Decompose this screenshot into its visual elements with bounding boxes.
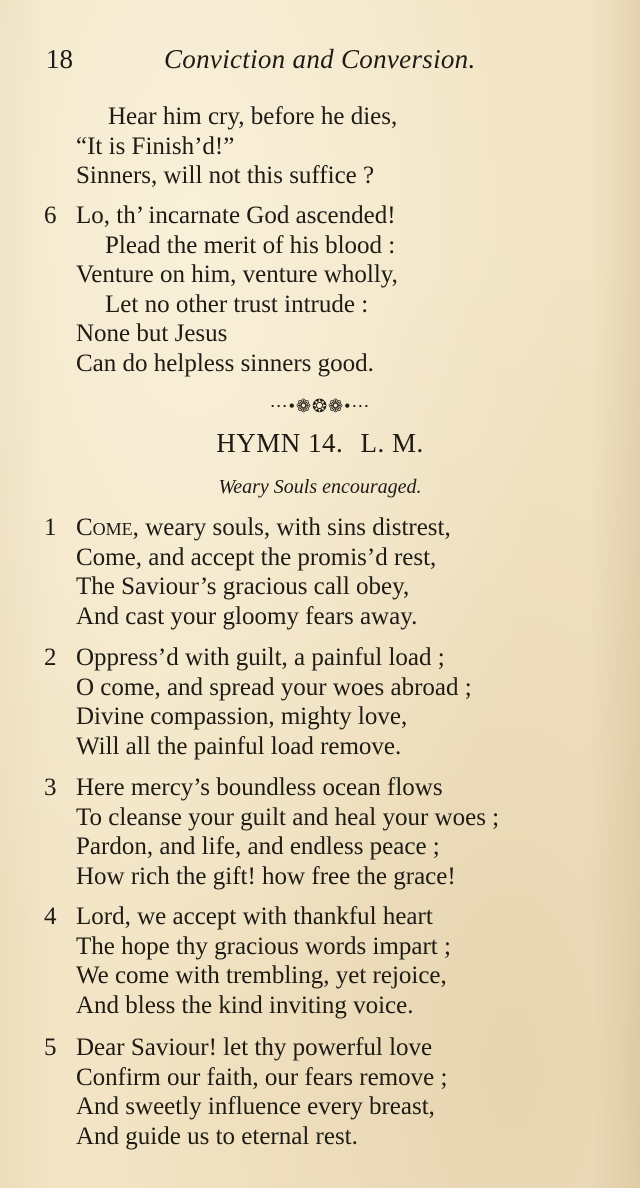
verse-line: Plead the merit of his blood : — [105, 231, 396, 259]
verse-line: Hear him cry, before he dies, — [108, 103, 398, 130]
verse-line: 1 Come, weary souls, with sins distrest, — [44, 514, 451, 541]
stanza-number: 2 — [44, 644, 57, 671]
stanza-2 — [44, 643, 614, 761]
stanza-1 — [44, 513, 614, 631]
verse-line: None but Jesus — [76, 320, 228, 348]
verse-line: O come, and spread your woes abroad ; — [76, 673, 472, 701]
verse-line: Divine compassion, mighty love, — [76, 703, 408, 731]
verse-line: And guide us to eternal rest. — [76, 1122, 358, 1150]
page-number: 18 — [46, 44, 73, 74]
verse-line: The hope thy gracious words impart ; — [76, 932, 451, 960]
stanza-5 — [44, 1033, 614, 1151]
hymn-subtitle: Weary Souls encouraged. — [218, 476, 422, 498]
page-header — [46, 44, 516, 84]
verse-line: “It is Finish’d!” — [76, 132, 235, 160]
stanza-number: 1 — [44, 514, 57, 541]
verse-line: We come with trembling, yet rejoice, — [76, 962, 447, 990]
hymn-meter: L. M. — [360, 428, 424, 458]
verse-line: 3 Here mercy’s boundless ocean flows — [44, 774, 443, 801]
verse-line: Can do helpless sinners good. — [76, 349, 374, 377]
verse-line: And cast your gloomy fears away. — [76, 602, 418, 630]
verse-line: Pardon, and life, and endless peace ; — [76, 833, 440, 861]
verse-line: Will all the painful load remove. — [76, 732, 402, 760]
stanza-3 — [44, 773, 614, 891]
verse-line: 2 Oppress’d with guilt, a painful load ; — [44, 644, 445, 671]
opening-word: Come, — [76, 514, 139, 541]
verse-line: 4 Lord, we accept with thankful heart — [44, 903, 433, 930]
stanza-4 — [44, 902, 614, 1020]
stanza-6 — [44, 201, 614, 379]
verse-line: The Saviour’s gracious call obey, — [76, 573, 410, 601]
verse-line: Venture on him, venture wholly, — [76, 261, 398, 289]
verse-line: To cleanse your guilt and heal your woes ; — [76, 803, 500, 831]
verse-line: How rich the gift! how free the grace! — [76, 862, 456, 890]
verse-line: Come, and accept the promis’d rest, — [76, 543, 437, 571]
stanza-number: 3 — [44, 774, 57, 801]
stanza-number: 6 — [44, 202, 57, 229]
verse-line: And sweetly influence every breast, — [76, 1093, 435, 1121]
stanza-number: 4 — [44, 903, 57, 930]
running-head: Conviction and Conversion. — [164, 44, 476, 74]
verse-line: Sinners, will not this suffice ? — [76, 162, 375, 190]
section-ornament: ⋯•❁❂❁•⋯ — [269, 396, 371, 416]
hymn-number: HYMN 14. — [216, 428, 344, 458]
verse-line: Confirm our faith, our fears remove ; — [76, 1063, 448, 1091]
verse-line: 6 Lo, th’ incarnate God ascended! — [44, 202, 396, 229]
verse-line: Let no other trust intrude : — [105, 290, 369, 318]
continued-stanza — [44, 102, 614, 191]
stanza-number: 5 — [44, 1034, 57, 1061]
verse-line: 5 Dear Saviour! let thy powerful love — [44, 1034, 433, 1061]
verse-line: And bless the kind inviting voice. — [76, 991, 414, 1019]
hymn-title — [0, 428, 640, 459]
